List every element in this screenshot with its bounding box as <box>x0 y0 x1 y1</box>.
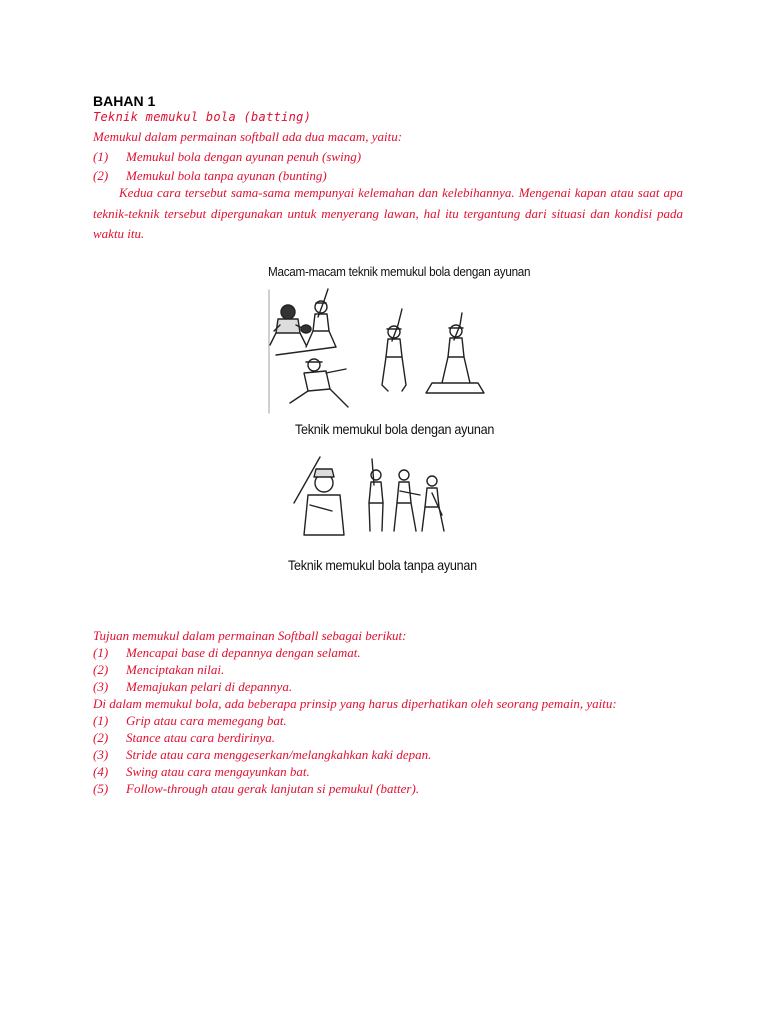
batter-figure-2 <box>382 309 406 391</box>
bunting-batter-figure <box>294 457 344 535</box>
type-item-text: Memukul bola tanpa ayunan (bunting) <box>126 168 327 183</box>
principle-item-text: Follow-through atau gerak lanjutan si pemukul (batter). <box>126 781 420 796</box>
catcher-figure <box>270 305 311 345</box>
principle-item-number: (5) <box>93 781 109 796</box>
bunt-illustration <box>280 455 470 550</box>
principle-item-4 <box>93 763 310 780</box>
purpose-item-text: Menciptakan nilai. <box>126 662 225 677</box>
caption-swing: Teknik memukul bola dengan ayunan <box>295 421 495 437</box>
bunt-sequence-figure-2 <box>394 470 420 531</box>
intro-text: Memukul dalam permainan softball ada dua macam, yaitu: <box>93 129 403 144</box>
section-subtitle: Teknik memukul bola (batting) <box>93 110 312 124</box>
type-item-2 <box>93 167 327 184</box>
principle-item-5 <box>93 780 419 797</box>
batter-figure-3 <box>426 313 484 393</box>
purpose-intro: Tujuan memukul dalam permainan Softball sebagai berikut: <box>93 628 407 643</box>
type-item-1 <box>93 148 361 165</box>
swing-illustration <box>266 285 506 415</box>
principle-item-number: (3) <box>93 747 109 762</box>
purpose-item-number: (3) <box>93 679 109 694</box>
principle-item-2 <box>93 729 275 746</box>
bunt-sequence-figure-1 <box>369 459 383 531</box>
principle-item-3 <box>93 746 431 763</box>
section-heading: BAHAN 1 <box>93 93 156 109</box>
purpose-item-number: (1) <box>93 645 109 660</box>
purpose-item-1 <box>93 644 361 661</box>
principle-item-1 <box>93 712 287 729</box>
principle-item-text: Grip atau cara memegang bat. <box>126 713 287 728</box>
principle-item-text: Stance atau cara berdirinya. <box>126 730 275 745</box>
purpose-item-text: Mencapai base di depannya dengan selamat. <box>126 645 361 660</box>
bunt-sequence-figure-3 <box>422 476 444 531</box>
type-item-number: (2) <box>93 168 109 183</box>
purpose-item-number: (2) <box>93 662 109 677</box>
explanation-paragraph: Kedua cara tersebut sama-sama mempunyai kelemahan dan kelebihannya. Mengenai kapan atau saat apa teknik-teknik tersebut dipergunakan untuk menyerang lawan, hal itu tergantung dari situasi dan kondisi pada waktu itu. <box>93 185 683 241</box>
figure-top-title: Macam-macam teknik memukul bola dengan ayunan <box>268 264 531 279</box>
principle-item-number: (1) <box>93 713 109 728</box>
principle-item-text: Swing atau cara mengayunkan bat. <box>126 764 310 779</box>
batter-figure-4 <box>290 359 348 407</box>
type-item-text: Memukul bola dengan ayunan penuh (swing) <box>126 149 362 164</box>
caption-bunt: Teknik memukul bola tanpa ayunan <box>288 557 477 573</box>
principle-item-number: (2) <box>93 730 109 745</box>
principle-item-text: Stride atau cara menggeserkan/melangkahkan kaki depan. <box>126 747 432 762</box>
purpose-item-3 <box>93 678 292 695</box>
purpose-item-2 <box>93 661 224 678</box>
principles-intro: Di dalam memukul bola, ada beberapa prinsip yang harus diperhatikan oleh seorang pemain, yaitu: <box>93 696 617 711</box>
purpose-item-text: Memajukan pelari di depannya. <box>126 679 293 694</box>
type-item-number: (1) <box>93 149 109 164</box>
principle-item-number: (4) <box>93 764 109 779</box>
